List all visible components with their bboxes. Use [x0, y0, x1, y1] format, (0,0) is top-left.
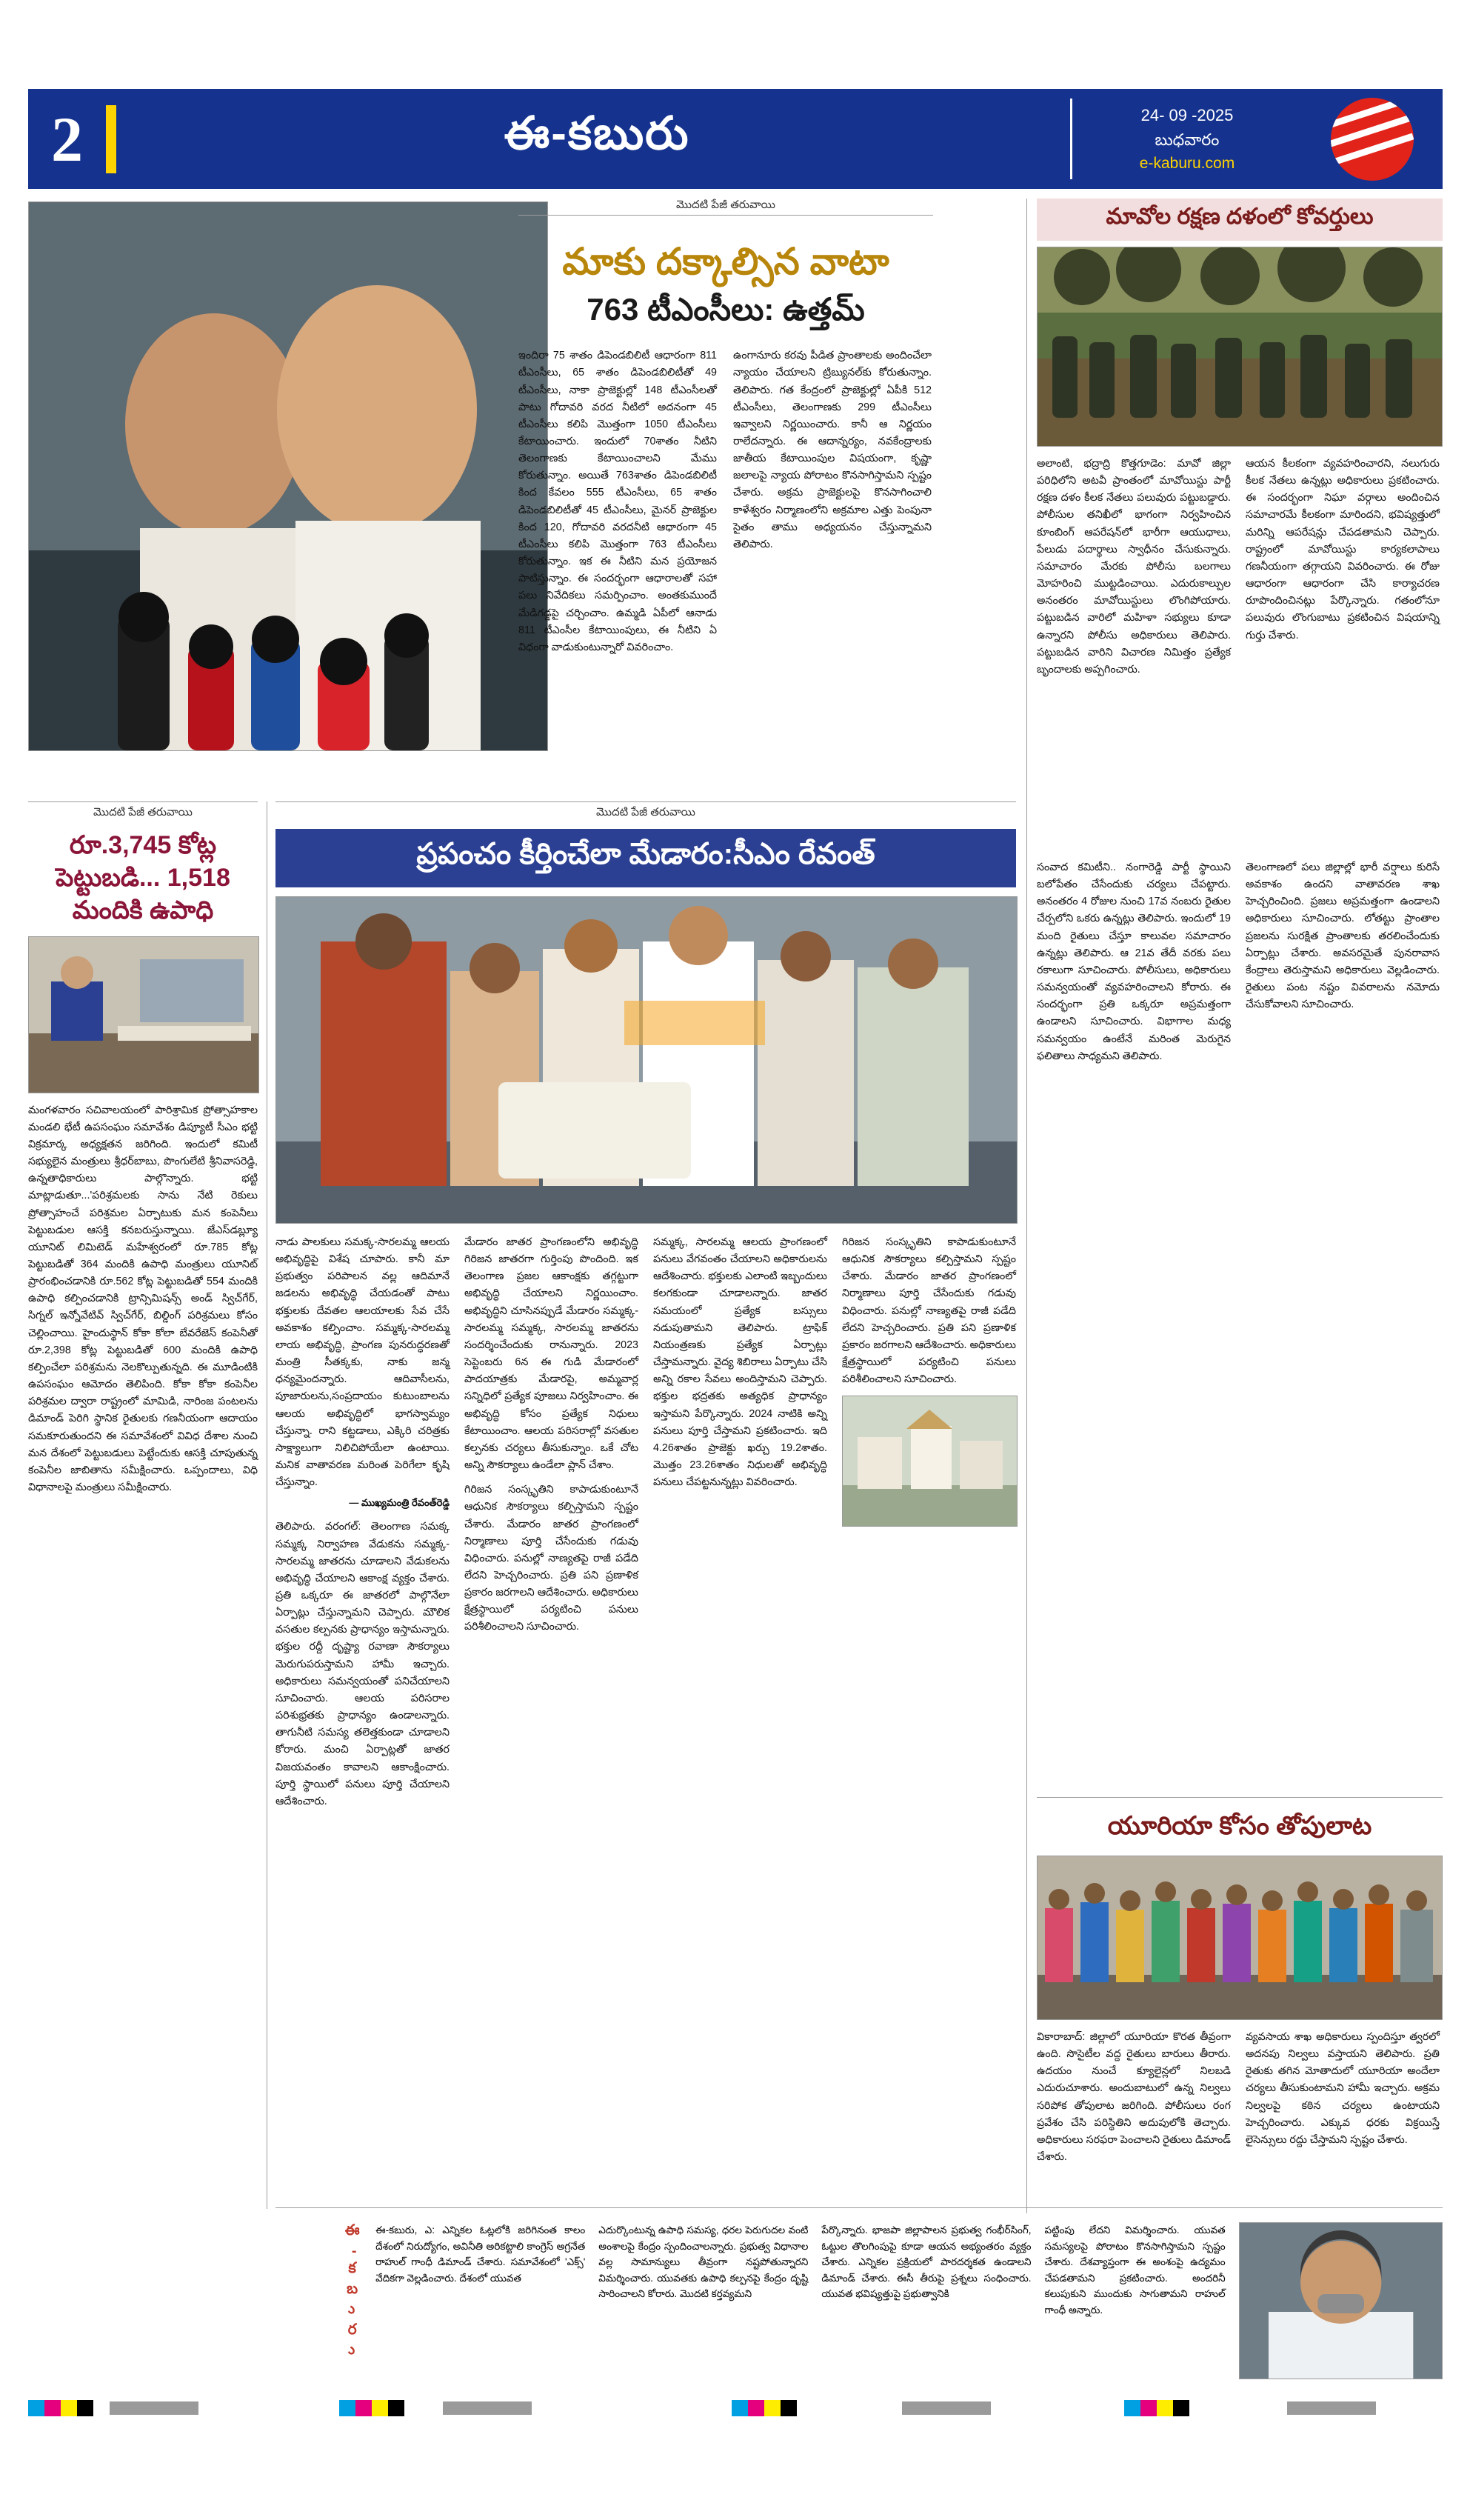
lead-photo: [28, 201, 548, 751]
cmyk-marks-3: [732, 2400, 797, 2416]
cm-medaram-photo-illustration: [276, 897, 1017, 1223]
center-continuation-label: మొదటి పేజీ తరువాయి: [596, 806, 695, 819]
right-top-column-2: ఆయన కీలకంగా వ్యవహరించారని, నలుగురు కీలక నేతలు ఉన్నట్లు అధికారులు ప్రకటించారు. ఈ సందర్భంగా నిఘా వర్గాలు అందించిన సమాచారమే కీలకంగా మారిందని, భవిష్యత్తులో మరిన్ని ఆపరేషన్లు చేపడతామని చెప్పారు. రాష్ట్రంలో మావోయిస్టు కార్యకలాపాలు గణనీయంగా తగ్గాయని వివరించారు. ఈ రోజు ఆధారంగా ఆధారంగా చేసి కార్యాచరణ రూపొందించినట్లు పేర్కొన్నారు. గతంలోనూ పలువురు లొంగుబాటు ప్రకటించిన విషయాన్ని గుర్తు చేశారు.: [1246, 458, 1440, 641]
issue-date: 24- 09 -2025: [1140, 105, 1234, 124]
center-column-4: గిరిజన సంస్కృతిని కాపాడుకుంటూనే ఆధునిక సౌకర్యాలు కల్పిస్తామని స్పష్టం చేశారు. మేడారం జాతర ప్రాంగణంలో నిర్మాణాలు పూర్తి చేసేందుకు గడువు విధించారు. పనుల్లో నాణ్యతపై రాజీ పడేది లేదని హెచ్చరించారు. ప్రతి పని ప్రణాళిక ప్రకారం జరగాలని ఆదేశించారు. అధికారులు క్షేత్రస్థాయిలో పర్యటించి పనులు పరిశీలించాలని సూచించారు.: [842, 1236, 1016, 1386]
right-mid-column-1: సంవాద కమిటీని.. నంగారెడ్డి పార్టీ స్థాయిని బలోపేతం చేసేందుకు చర్యలు చేపట్టారు. అనంతరం 4 రోజుల నుంచి 17వ నంబరు రైతుల చేర్పలోని ఒకరు ఉన్నట్లు తెలిపారు. ఇందులో 19 మంది రైతులు చేస్తూ కాలువల సమాచారం ఉన్నట్లు తెలిపారు. ఆ 21వ తేదీ వరకు పలు రకాలుగా సూచించారు. పోలీసులు, అధికారులు సమన్వయంతో వ్యవహరించాలని కోరారు. ఈ సందర్భంగా ప్రతి ఒక్కరూ అప్రమత్తంగా ఉండాలని సూచించారు. విభాగాల మధ్య సమన్వయం ఉంటేనే మరింత మెరుగైన ఫలితాలు సాధ్యమని తెలిపారు.: [1037, 861, 1231, 1062]
page-number: 2: [51, 103, 83, 175]
urea-queue-photo-illustration: [1038, 1856, 1442, 2019]
grey-bar-2: [443, 2401, 532, 2415]
issue-day: బుధవారం: [1155, 130, 1220, 149]
right-bottom-column-2: వ్యవసాయ శాఖ అధికారులు స్పందిస్తూ త్వరలో అదనపు నిల్వలు వస్తాయని తెలిపారు. ప్రతి రైతుకు తగిన మోతాదులో యూరియా అందేలా చర్యలు తీసుకుంటామని హామీ ఇచ్చారు. అక్రమ నిల్వలపై కఠిన చర్యలు ఉంటాయని హెచ్చరించారు. ఎక్కువ ధరకు విక్రయిస్తే లైసెన్సులు రద్దు చేస్తామని స్పష్టం చేశారు.: [1246, 2031, 1440, 2146]
kaburu-column-3: పేర్కొన్నారు. భాజపా జిల్లాపాలన ప్రభుత్వ గంభీర్‌సింగ్, ఓట్టుల తొలగింపుపై కూడా ఆయన అభ్యంతరం వ్యక్తం చేశారు. ఎన్నికల ప్రక్రియలో పారదర్శకత ఉండాలని డిమాండ్ చేశారు. ఈసీ తీరుపై ప్రశ్నలు సంధించారు. యువత భవిష్యత్తుపై ప్రభుత్వానికి: [821, 2224, 1032, 2300]
cmyk-marks-1: [28, 2400, 93, 2416]
sun-rays-logo-icon: [1331, 98, 1414, 181]
date-block: [1070, 99, 1302, 180]
kaburu-column-2: ఎదుర్కొంటున్న ఉపాధి సమస్య, ధరల పెరుగుదల వంటి అంశాలపై కేంద్రం స్పందించాలన్నారు. ప్రభుత్వ విధానాల వల్ల సామాన్యులు తీవ్రంగా నష్టపోతున్నారని విమర్శించారు. యువతకు ఉపాధి కల్పనపై కేంద్రం దృష్టి సారించాలని కోరారు. మొదటి కర్తవ్యమని: [598, 2224, 809, 2300]
right-bottom-story: [1037, 1807, 1443, 2166]
right-mid-column-2: తెలంగాణలో పలు జిల్లాల్లో భారీ వర్షాలు కురిసే అవకాశం ఉందని వాతావరణ శాఖ హెచ్చరించింది. ప్రజలు అప్రమత్తంగా ఉండాలని అధికారులు సూచించారు. లోతట్టు ప్రాంతాల ప్రజలను సురక్షిత ప్రాంతాలకు తరలించేందుకు ఏర్పాట్లు చేశారు. అవసరమైతే పునరావాస కేంద్రాలు తెరుస్తామని అధికారులు వెల్లడించారు. రైతులు పంట నష్టం వివరాలను నమోదు చేసుకోవాలని సూచించారు.: [1246, 861, 1440, 1011]
center-story: [275, 801, 1016, 1810]
registration-strip: [28, 2400, 1443, 2419]
kaburu-photo: [1239, 2222, 1443, 2379]
right-top-photo: [1037, 247, 1443, 447]
left-body-text: మంగళవారం సచివాలయంలో పారిశ్రామిక ప్రోత్సాహకాల మండలి భేటీ ఉపసంఘం సమావేశం డిప్యూటీ సీఎం భట్టి విక్రమార్క అధ్యక్షతన జరిగింది. ఇందులో కమిటీ సభ్యులైన మంత్రులు శ్రీధర్‌బాబు, పొంగులేటి శ్రీనివాసరెడ్డి, ఉన్నతాధికారులు పాల్గొన్నారు. భట్టి మాట్లాడుతూ...'పరిశ్రమలకు సాను నేటి రెకులు ప్రోత్సాహంచే పరిశ్రమల ఏర్పాటుకు మన కంపెనీలు పెట్టుబడుల ఆసక్తి కనబరుస్తున్నాయి. జేఎస్‌డబ్ల్యూ యూనిట్ లిమిటెడ్ మహేశ్వరంలో రూ.785 కోట్ల పెట్టుబడితో 364 మందికి ఉపాధి మంత్రులు యూనిట్ ప్రారంభించడానికి రూ.562 కోట్ల పెట్టుబడితో 554 మందికి ఉపాధి కల్పించడానికి ట్రాన్సిమిషన్స్ అండ్ స్విచ్‌గేర్‌, సిగ్నల్ ఇన్నోవేటివ్ స్విచ్‌గేర్‌, బిల్డింగ్ పరిశ్రమలు కోసం చెల్లించాయి. హైందుస్థాన్ కోకా కోలా బేవరేజెస్ కంపెనీతో రూ.2,398 కోట్ల పెట్టుబడితో 600 మందికి ఉపాధి కల్పించేలా పరిశ్రమను నెలకొల్పుతున్నది. ఈ మూడింటికి ఉపసంఘం ఆమోదం తెలిపింది. కోకా కోకా కంపెనీల పరిశ్రమల ద్వారా రాష్ట్రంలో మామిడి, నారింజ పంటలను డిమాండ్ పెరిగి స్థానిక రైతులకు గణనీయంగా ఆదాయం సమకూరుతుందని ఈ సమావేశంలో వివిధ దేశాల నుంచి మన దేశంలో పెట్టుబడులు పెట్టేందుకు ఆసక్తి చూపుతున్న కంపెనీల జాబితాను సమీక్షించారు. ఒప్పందాలు, విధి విధానాలపై మంత్రులు సమీక్షించారు.: [28, 1104, 258, 1493]
right-top-headline: మావోల రక్షణ దళంలో కోవర్తులు: [1106, 204, 1374, 229]
left-continuation-label: మొదటి పేజీ తరువాయి: [93, 806, 193, 819]
center-photo: [275, 896, 1018, 1224]
center-column-2: మేడారం జాతర ప్రాంగణంలోని అభివృద్ధి గిరిజన జాతరగా గుర్తింపు పొందింది. ఇక తెలంగాణ ప్రజల ఆకాంక్షకు తగ్గట్టుగా అభివృద్ధి చేయాలని నిర్ణయించాం. అభివృద్ధిని చూసినప్పుడే మేడారం సమ్మక్క-సారలమ్మ సమ్మక్క, సారలమ్మ జాతరను సందర్శించేందుకు రానున్నారు. 2023 సెప్టెంబరు 6న ఈ గుడి మేడారంలో పాదయాత్రకు మేడారపై, అమ్మవార్ల సన్నిధిలో ప్రత్యేక పూజలు నిర్వహించాం. ఈ అభివృద్ధి కోసం ప్రత్యేక నిధులు కేటాయించాం. ఆలయ పరిసరాల్లో వసతుల కల్పనకు చర్యలు తీసుకున్నాం. ఒకే చోట అన్ని సౌకర్యాలు ఉండేలా ప్లాన్ చేశాం.: [464, 1236, 638, 1472]
right-bottom-headline: యూరియా కోసం తోపులాట: [1107, 1812, 1372, 1840]
lead-continuation-label: మొదటి పేజీ తరువాయి: [676, 199, 775, 211]
column-rule-2: [1026, 199, 1027, 2213]
center-headline-banner: ప్రపంచం కీర్తించేలా మేడారం:సీఎం రేవంత్: [275, 829, 1016, 887]
right-bottom-column-1: వికారాబాద్: జిల్లాలో యూరియా కొరత తీవ్రంగా ఉంది. సొసైటీల వద్ద రైతులు బారులు తీరారు. ఉదయం నుంచే క్యూలైన్లలో నిలబడి ఎదురుచూశారు. అందుబాటులో ఉన్న నిల్వలు సరిపోక తోపులాట జరిగింది. పోలీసులు రంగ ప్రవేశం చేసి పరిస్థితిని అదుపులోకి తెచ్చారు. అధికారులు సరఫరా పెంచాలని రైతులు డిమాండ్ చేశారు.: [1037, 2031, 1231, 2164]
right-top-column-1: అలాంటి, భద్రాద్రి కొత్తగూడెం: మావో జిల్లా పరిధిలోని అటవీ ప్రాంతంలో మావోయిస్టు పార్టీ రక్షణ దళం కీలక నేతలు పలువురు పట్టుబడ్డారు. పోలీసుల తనిఖీలో భాగంగా నిర్వహించిన కూంబింగ్ ఆపరేషన్‌లో భారీగా ఆయుధాలు, పేలుడు పదార్థాలు స్వాధీనం చేసుకున్నారు. సమాచారం మేరకు పోలీసు బలగాలు మోహరించి ముట్టడించాయి. ఎదురుకాల్పుల అనంతరం మావోయిస్టులు లొంగిపోయారు. పట్టుబడిన వారిలో మహిళా సభ్యులు కూడా ఉన్నారని పోలీసు అధికారులు తెలిపారు. పట్టుబడిన వారిని విచారణ నిమిత్తం ప్రత్యేక బృందాలకు అప్పగించారు.: [1037, 458, 1231, 676]
center-quote-column: నాడు పాలకులు సమక్క-సారలమ్మ ఆలయ అభివృద్ధిపై విశేష చూపారు. కానీ మా ప్రభుత్వం పరిపాలన వల్ల ఆదిమానే జడలను అభివృద్ధి చేయడంతో పాటు భక్తులకు దేవతల ఆలయాలకు సేవ చేసే అవకాశం కల్పించాం. సమ్మక్క-సారలమ్మ లాయ అభివృద్ధి, ప్రాంగణ పునరుద్ధరణతో మంత్రి సీతక్కకు, నాకు జన్మ ధన్యమైందన్నారు. ఆదివాసీలను, పూజారులను,సంప్రదాయం కుటుంబాలను ఆలయ అభివృద్ధిలో భాగస్వామ్యం చేస్తున్నా. రాని కట్టడాలు, ఎక్కిరి చరిత్రకు సాక్ష్యాలుగా నిలిచిపోయేలా ఉంటాయి. మనిక వాతావరణ మరింత పెరిగేలా కృషి చేస్తున్నాం.: [275, 1236, 450, 1489]
lead-story: [28, 201, 561, 751]
grey-bar-3: [902, 2401, 991, 2415]
politician-photo-illustration: [1240, 2223, 1442, 2379]
press-meet-photo-illustration: [29, 202, 547, 750]
left-photo: [28, 936, 259, 1093]
meeting-photo-illustration: [29, 937, 258, 1093]
grey-bar-4: [1287, 2401, 1376, 2415]
lead-column-2: ఉంగానూరు కరవు పీడిత ప్రాంతాలకు అందించేలా న్యాయం చేయాలని ట్రిబ్యునల్‌కు కోరుతున్నాం. తెలిపారు. గత కేంద్రంలో ప్రాజెక్టుల్లో ఏపీకి 512 టీఎంసీలు, తెలంగాణకు 299 టీఎంసీలు ఇవ్వాలని నిర్ణయించారు. కానీ ఆ నిర్ణయం రాలేదన్నారు. ఈ ఆదాన్నర్యం, నవకేంద్రాలకు జాతీయ కేటాయింపుల విషయంగా, కృష్ణా జలాలపై న్యాయ పోరాటం కొనసాగిస్తామని స్పష్టం చేశారు. అక్రమ ప్రాజెక్టులపై కొనసాగించాలి కాళేశ్వరం నిర్మాణంలోని అక్రమాల ఎత్తు పెంపునా సైతం తాము అధ్యయనం చేస్తున్నామని తెలిపారు.: [733, 350, 932, 550]
publication-title: ఈ-కబురు: [504, 107, 690, 159]
cmyk-marks-4: [1124, 2400, 1189, 2416]
center-photo-2: [842, 1396, 1018, 1527]
kaburu-vertical-logo: ఈ-కబురు: [346, 2222, 363, 2362]
grey-bar-1: [110, 2401, 198, 2415]
website-url[interactable]: e-kaburu.com: [1139, 154, 1235, 172]
bottom-strip-story: [275, 2215, 1443, 2393]
kaburu-column-4: పట్టింపు లేదని విమర్శించారు. యువత సమస్యలపై పోరాటం కొనసాగిస్తామని స్పష్టం చేశారు. దేశవ్యాప్తంగా ఈ అంశంపై ఉద్యమం చేపడతామని ప్రకటించారు. అందరినీ కలుపుకుని ముందుకు సాగుతామని రాహుల్ గాంధీ అన్నారు.: [1044, 2224, 1226, 2316]
center-column-3: సమ్మక్క, సారలమ్మ ఆలయ ప్రాంగణంలో పనులు వేగవంతం చేయాలని అధికారులను ఆదేశించారు. భక్తులకు ఎలాంటి ఇబ్బందులు కలగకుండా చూడాలన్నారు. జాతర సమయంలో ప్రత్యేక బస్సులు నడుపుతామని తెలిపారు. ట్రాఫిక్ నియంత్రణకు ప్రత్యేక ఏర్పాట్లు చేస్తామన్నారు. వైద్య శిబిరాలు ఏర్పాటు చేసి అన్ని రకాల సేవలు అందిస్తామని చెప్పారు. భక్తుల భద్రతకు అత్యధిక ప్రాధాన్యం ఇస్తామని పేర్కొన్నారు. 2024 నాటికి అన్ని పనులు పూర్తి చేస్తామని ప్రకటించారు. ఇది 4.26శాతం ప్రాజెక్టు ఖర్చు 19.2శాతం. మొత్తం 23.26శాతం నిధులతో అభివృద్ధి పనులు చేపట్టనున్నట్లు వివరించారు.: [653, 1236, 827, 1489]
maoist-forest-photo-illustration: [1038, 247, 1442, 446]
masthead-accent-bar: [106, 105, 116, 173]
center-column-2b: గిరిజన సంస్కృతిని కాపాడుకుంటూనే ఆధునిక సౌకర్యాలు కల్పిస్తామని స్పష్టం చేశారు. మేడారం జాతర ప్రాంగణంలో నిర్మాణాలు పూర్తి చేసేందుకు గడువు విధించారు. పనుల్లో నాణ్యతపై రాజీ పడేది లేదని హెచ్చరించారు. ప్రతి పని ప్రణాళిక ప్రకారం జరగాలని ఆదేశించారు. అధికారులు క్షేత్రస్థాయిలో పర్యటించి పనులు పరిశీలించాలని సూచించారు.: [464, 1484, 638, 1633]
left-headline: రూ.3,745 కోట్ల పెట్టుబడి... 1,518 మందికి ఉపాధి: [56, 831, 230, 925]
right-top-story: [1037, 199, 1443, 679]
left-column-story: [28, 801, 258, 1496]
logo-wrap: [1302, 98, 1443, 181]
right-bottom-photo: [1037, 1856, 1443, 2020]
lead-text-block: [518, 199, 933, 656]
lead-headline-line1: మాకు దక్కాల్సిన వాటా: [562, 241, 889, 282]
lead-headline-line2: 763 టీఎంసీలు: ఉత్తమ్: [587, 292, 865, 327]
cmyk-marks-2: [339, 2400, 404, 2416]
masthead: [28, 89, 1443, 189]
right-top-headline-band: [1037, 199, 1443, 241]
center-column-1b: తెలిపారు. వరంగల్: తెలంగాణ సమక్క సమ్మక్క నిర్వాహణ వేడుకను సమ్మక్క-సారలమ్మ జాతరను చూడాలని వేడుకలను అభివృద్ధి చేయాలని ఆకాంక్ష వ్యక్తం చేశారు. ప్రతి ఒక్కరూ ఈ జాతరలో పాల్గొనేలా ఏర్పాట్లు చేస్తున్నామని చెప్పారు. మౌలిక వసతుల కల్పనకు ప్రాధాన్యం ఇస్తామన్నారు. భక్తుల రద్దీ దృష్ట్యా రవాణా సౌకర్యాలు మెరుగుపరుస్తామని హామీ ఇచ్చారు. అధికారులు సమన్వయంతో పనిచేయాలని సూచించారు. ఆలయ పరిసరాల పరిశుభ్రతకు ప్రాధాన్యం ఉండాలన్నారు. తాగునీటి సమస్య తలెత్తకుండా చూడాలని కోరారు. మంచి ఏర్పాట్లతో జాతర విజయవంతం కావాలని ఆకాంక్షించారు. పూర్తి స్థాయిలో పనులు పూర్తి చేయాలని ఆదేశించారు.: [275, 1521, 450, 1807]
temple-aerial-rendering-illustration: [843, 1396, 1017, 1526]
kaburu-column-1: ఈ-కబురు, ఎ: ఎన్నికల ఓట్లలోకి జరిగినంత కాలం దేశంలో నిరుద్యోగం, అవినీతి అరికట్టాలి కాంగ్రెస్ అగ్రనేత రాహుల్ గాంధీ డిమాండ్ చేశారు. సమావేశంలో 'ఎక్స్' వేదికగా వెల్లడించారు. దేశంలో యువత: [375, 2224, 586, 2284]
lead-column-1: ఇందిరా 75 శాతం డిపెండబిలిటీ ఆధారంగా 811 టీఎంసీలు, 65 శాతం డిపెండబిలిటీతో 49 టీఎంసీలు, నాకా ప్రాజెక్టుల్లో 148 టీఎంసీలతో పాటు గోదావరి వరద నీటిలో అదనంగా 45 టీఎంసీలు కలిపి మొత్తంగా 1050 టీఎంసీలు కేటాయించారు. ఇందులో 70శాతం నీటిని తెలంగాణకు కేటాయించాలని మేము కోరుతున్నాం. అయితే 763శాతం డిపెండబిలిటీ కింద కేవలం 555 టీఎంసీలు, 65 శాతం డిపెండబిలిటీతో 45 టీఎంసీలు, మైనర్ ప్రాజెక్టుల కింద 120, గోదావరి వరదనీటి ఆధారంగా 45 టీఎంసీలు కలిపి మొత్తంగా 763 టీఎంసీలు కోరుతున్నాం. ఇక ఈ నీటిని మన ప్రయోజన పాటిస్తున్నాం. ఈ సందర్భంగా ఆధారాలతో సహా పలు నివేదికలు సమర్పించాం. అంతకుముందే మేడిగడ్డపై చర్చించాం. ఉమ్మడి ఏపీలో ఆనాడు 811 టీఎంసీల కేటాయింపులు, ఈ నీటిని ఏ విధంగా వాడుకుంటున్నారో వివరించాం.: [518, 350, 717, 653]
center-byline: — ముఖ్యమంత్రి రేవంత్‌రెడ్డి: [349, 1497, 450, 1509]
right-mid-block: [1037, 859, 1443, 1065]
